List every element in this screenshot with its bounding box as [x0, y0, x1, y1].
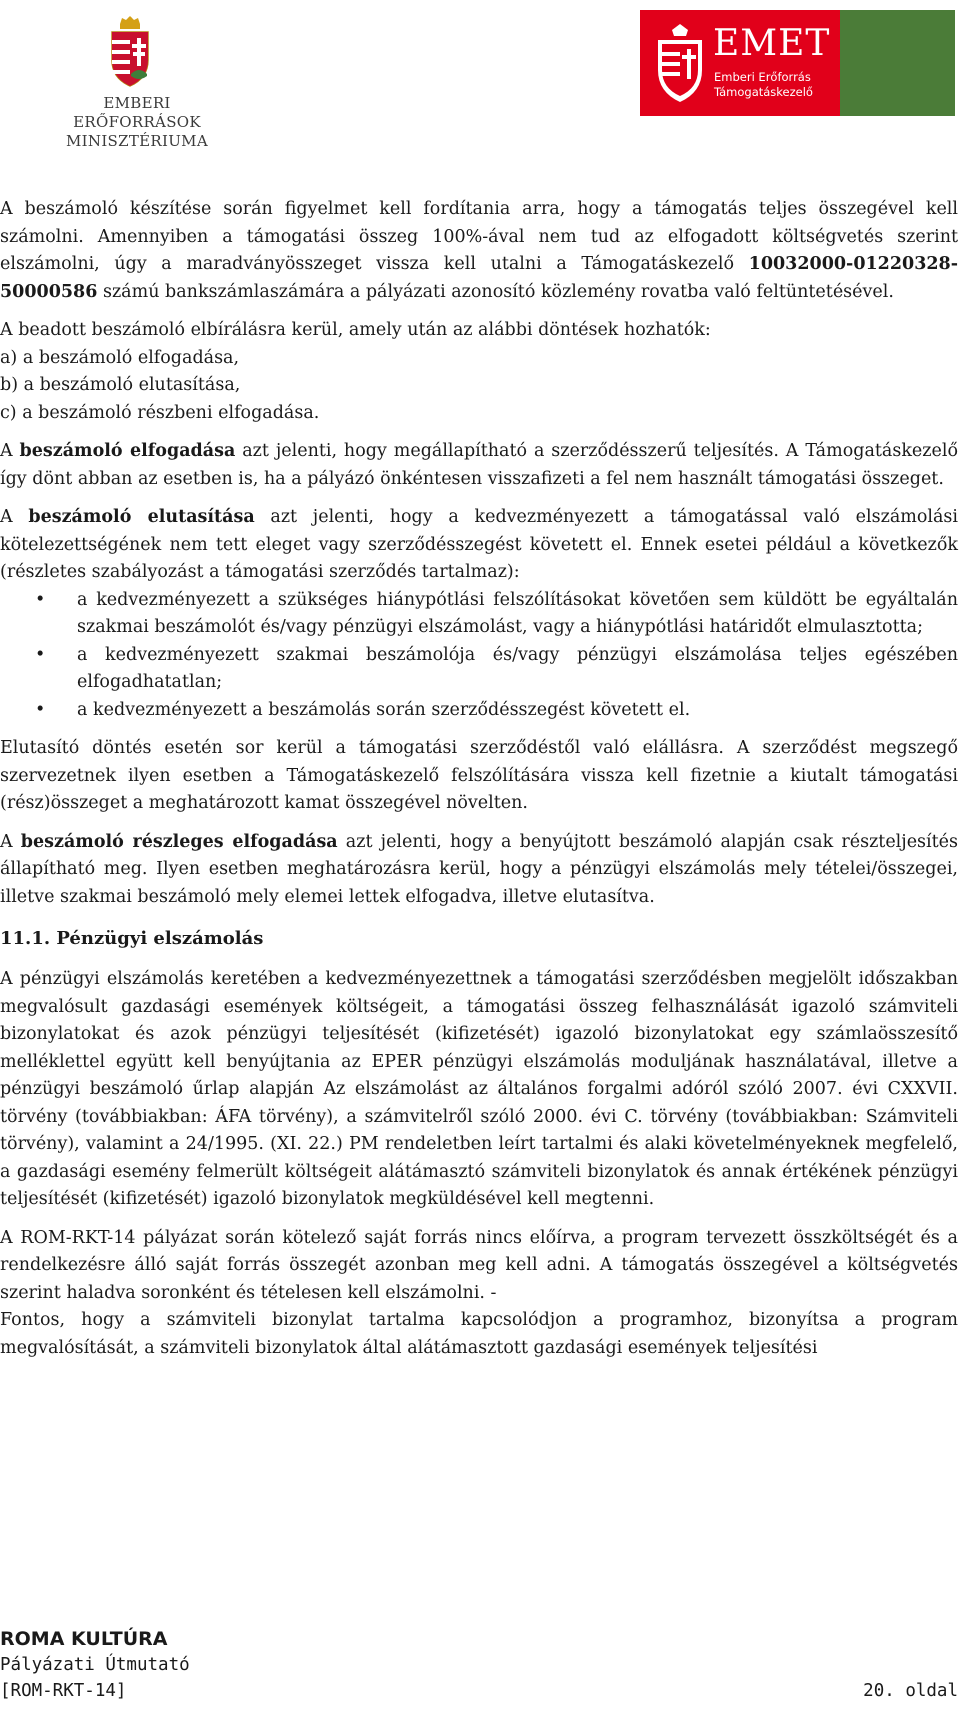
paragraph-rejection: A beszámoló elutasítása azt jelenti, hogy a kedvezményezett a támogatással való elszámolási kötelezettségének nem tett eleget vagy szerződésszegést követett el. Ennek esetei például a következők (részletes szabályozást a támogatási szerződés tartalmaz): [0, 507, 958, 582]
page-header [0, 0, 960, 150]
footer-doc-title: Pályázati Útmutató [0, 1655, 190, 1675]
footer-org: ROMA KULTÚRA [0, 1628, 168, 1650]
emet-arms-icon [650, 22, 710, 106]
emmi-logo [46, 14, 228, 150]
paragraph-document-content: Fontos, hogy a számviteli bizonylat tartalma kapcsolódjon a programhoz, bizonyítsa a program megvalósítását, a számviteli bizonylatok által alátámasztott gazdasági események teljesítési [0, 1310, 958, 1358]
page-footer [0, 1626, 958, 1704]
paragraph-financial-accounting: A pénzügyi elszámolás keretében a kedvezményezettnek a támogatási szerződésben megjelölt időszakban megvalósult gazdasági események költségeit, a támogatási összeg felhasználását igazoló számviteli bizonylatokat és azok pénzügyi teljesítését (kifizetését) igazoló bizonylatokat egy számlaösszesítő melléklettel együtt kell benyújtania az EPER pénzügyi elszámolás moduljának használatával, illetve a pénzügyi beszámoló űrlap alapján Az elszámolást az általános forgalmi adóról szóló 2007. évi CXXVII. törvény (továbbiakban: ÁFA törvény), a számvitelről szóló 2000. évi C. törvény (továbbiakban: Számviteli törvény), valamint a 24/1995. (XI. 22.) PM rendeletben leírt tartalmi és alaki követelményeknek megfelelő, a gazdasági esemény felmerült költségeit alátámasztó számviteli bizonylatok és annak értékének pénzügyi teljesítését (kifizetését) igazoló bizonylatok megküldésével kell megtenni. [0, 969, 958, 1209]
section-heading: 11.1. Pénzügyi elszámolás [0, 928, 264, 949]
emet-subtitle [714, 70, 813, 100]
footer-doc-code: [ROM-RKT-14] [0, 1681, 127, 1701]
list-item: • a kedvezményezett szakmai beszámolója és/vagy pénzügyi elszámolása teljes egészében elfogadhatatlan; [0, 642, 958, 697]
document-body [0, 196, 958, 1362]
page-number: 20. oldal [863, 1681, 958, 1701]
emet-title: EMET [713, 23, 831, 64]
coat-of-arms-icon [46, 14, 228, 94]
list-item: • a kedvezményezett a szükséges hiánypótlási felszólításokat követően sem küldött be egyáltalán szakmai beszámolót és/vagy pénzügyi elszámolást, vagy a hiánypótlási határidőt elmulasztotta; [0, 587, 958, 642]
bullet-icon: • [35, 589, 46, 610]
paragraph-remaining-amount: A beszámoló készítése során figyelmet kell fordítania arra, hogy a támogatás teljes összegével kell számolni. Amennyiben a támogatási összeg 100%-ával nem tud az elfogadott költségvetés szerint elszámolni, úgy a maradványösszeget vissza kell utalni a Támogatáskezelő 10032000-01220328-50000586 számú bankszámlaszámára a pályázati azonosító közlemény rovatba való feltüntetésével. [0, 199, 958, 302]
emet-sub-line2: Támogatáskezelő [714, 85, 813, 99]
decision-c: c) a beszámoló részbeni elfogadása. [0, 402, 320, 423]
paragraph-acceptance: A beszámoló elfogadása azt jelenti, hogy megállapítható a szerződésszerű teljesítés. A Támogatáskezelő így dönt abban az esetben is, ha a pályázó önkéntesen visszafizeti a fel nem használt támogatási összeget. [0, 441, 958, 489]
bank-account-number: 10032000-01220328-50000586 [0, 254, 958, 302]
decision-b: b) a beszámoló elutasítása, [0, 375, 241, 395]
emet-logo [640, 10, 955, 116]
emet-sub-line1: Emberi Erőforrás [714, 70, 811, 84]
paragraph-own-resources: A ROM-RKT-14 pályázat során kötelező saját forrás nincs előírva, a program tervezett összköltségét és a rendelkezésre álló saját forrás összegét azonban meg kell adni. A támogatás összegével a költségvetés szerint haladva soronként és tételesen kell elszámolni. - [0, 1227, 958, 1303]
emmi-line2: MINISZTÉRIUMA [66, 132, 208, 150]
list-item: • a kedvezményezett a beszámolás során szerződésszegést követett el. [0, 697, 958, 725]
emet-red-block [640, 10, 840, 116]
bullet-icon: • [35, 644, 46, 665]
emmi-name [46, 94, 228, 151]
emet-green-block [840, 10, 955, 116]
rejection-cases-list [0, 587, 958, 725]
emmi-line1: EMBERI ERŐFORRÁSOK [73, 94, 201, 131]
paragraph-decisions-intro: A beadott beszámoló elbírálásra kerül, amely után az alábbi döntések hozhatók: [0, 320, 711, 340]
decision-a: a) a beszámoló elfogadása, [0, 347, 240, 368]
bullet-icon: • [35, 699, 46, 720]
paragraph-rescission: Elutasító döntés esetén sor kerül a támogatási szerződéstől való elállásra. A szerződést megszegő szervezetnek ilyen esetben a Támogatáskezelő felszólítására vissza kell fizetnie a kiutalt támogatási (rész)összeget a meghatározott kamat összegével növelten. [0, 738, 958, 813]
paragraph-partial-acceptance: A beszámoló részleges elfogadása azt jelenti, hogy a benyújtott beszámoló alapján csak részteljesítés állapítható meg. Ilyen esetben meghatározásra kerül, hogy a pénzügyi elszámolás mely tételei/összegei, illetve szakmai beszámoló mely elemei lettek elfogadva, illetve elutasítva. [0, 831, 958, 907]
